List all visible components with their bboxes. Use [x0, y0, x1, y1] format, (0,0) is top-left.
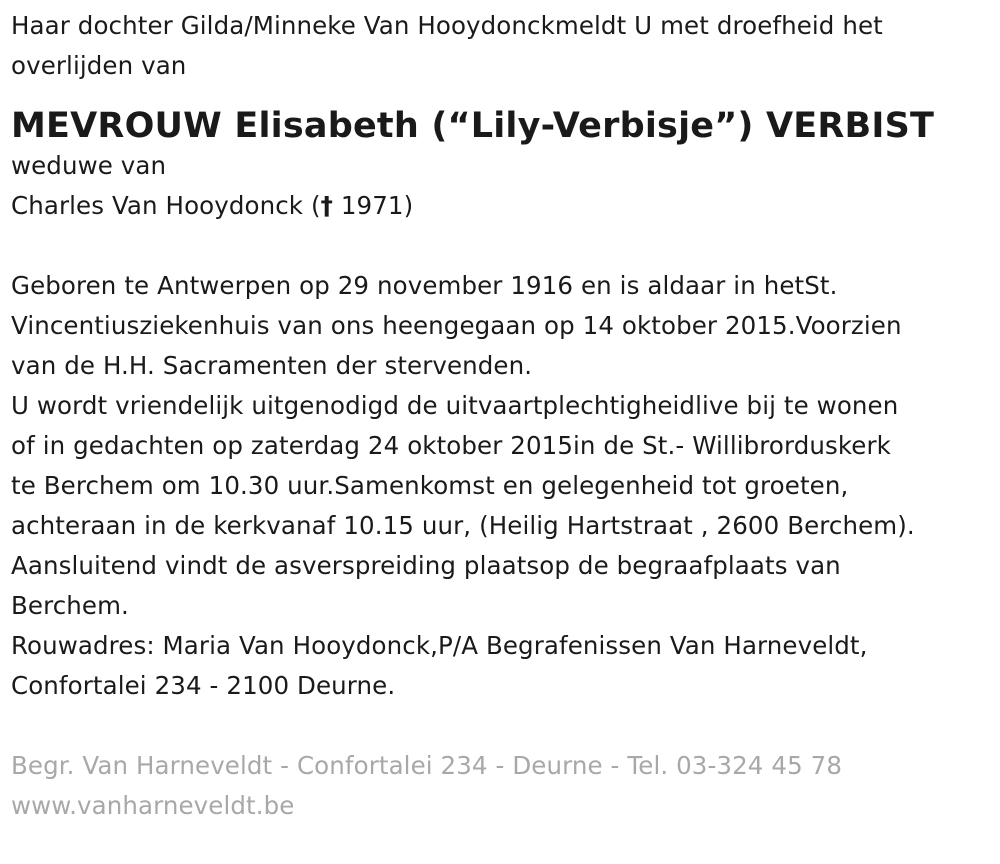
funeral-home-contact: Begr. Van Harneveldt - Confortalei 234 - Deurne - Tel. 03-324 45 78: [11, 751, 843, 780]
cross-icon: †: [320, 191, 333, 220]
body-line: Vincentiusziekenhuis van ons heengegaan op 14 oktober 2015.Voorzien: [11, 311, 902, 340]
body-line: Berchem.: [11, 591, 129, 620]
mourning-address-line: Rouwadres: Maria Van Hooydonck,P/A Begrafenissen Van Harneveldt,: [11, 631, 868, 660]
announcement-intro: [11, 6, 991, 86]
body-line: Aansluitend vindt de asverspreiding plaatsop de begraafplaats van: [11, 551, 841, 580]
intro-line: Haar dochter Gilda/Minneke Van Hooydonckmeldt U met droefheid het: [11, 11, 883, 40]
spacer: [11, 226, 991, 266]
widow-info: [11, 146, 991, 226]
obituary-notice: [11, 6, 991, 826]
body-line: van de H.H. Sacramenten der stervenden.: [11, 351, 533, 380]
spouse-death-year: 1971): [332, 191, 414, 220]
body-line: Geboren te Antwerpen op 29 november 1916 en is aldaar in hetSt.: [11, 271, 838, 300]
spouse-line: [11, 186, 991, 226]
body-line: of in gedachten op zaterdag 24 oktober 2015in de St.- Willibrorduskerk: [11, 431, 891, 460]
body-line: achteraan in de kerkvanaf 10.15 uur, (Heilig Hartstraat , 2600 Berchem).: [11, 511, 915, 540]
deceased-name: MEVROUW Elisabeth (“Lily-Verbisje”) VERBIST: [11, 106, 935, 146]
funeral-home-website: www.vanharneveldt.be: [11, 791, 295, 820]
body-line: te Berchem om 10.30 uur.Samenkomst en gelegenheid tot groeten,: [11, 471, 849, 500]
body-line: U wordt vriendelijk uitgenodigd de uitvaartplechtigheidlive bij te wonen: [11, 391, 899, 420]
mourning-address-line: Confortalei 234 - 2100 Deurne.: [11, 671, 396, 700]
spouse-name: Charles Van Hooydonck (: [11, 191, 321, 220]
intro-line: overlijden van: [11, 51, 187, 80]
widow-label: weduwe van: [11, 151, 167, 180]
obituary-body: [11, 266, 991, 706]
funeral-home-footer: [11, 746, 991, 826]
